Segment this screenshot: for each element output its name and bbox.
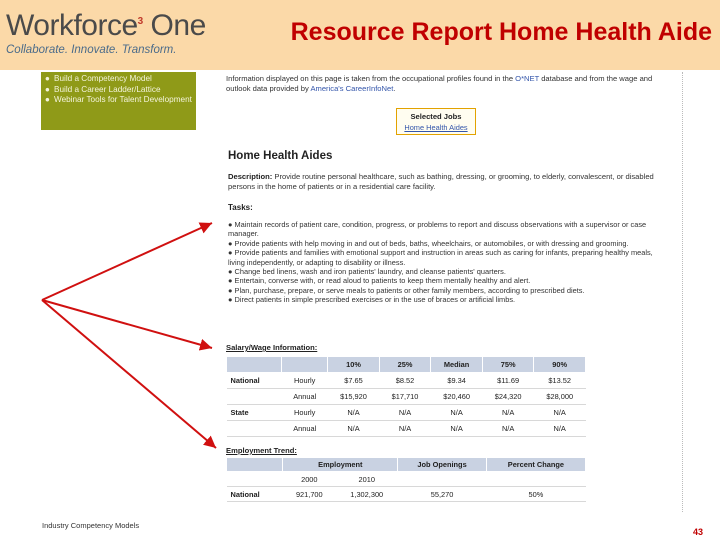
table-cell: $17,710 (379, 389, 431, 405)
table-cell: 50% (486, 487, 585, 502)
table-cell: $9.34 (431, 373, 483, 389)
task-item: ● Provide patients with help moving in and out of beds, baths, wheelchairs, or automobiles, or with dressing and grooming. (228, 238, 629, 248)
table-header: Percent Change (486, 458, 585, 472)
nav-link-competency-model[interactable]: ● Build a Competency Model (45, 74, 152, 83)
table-cell: 2010 (336, 472, 398, 487)
table-row (227, 389, 586, 405)
table-cell: 2000 (283, 472, 336, 487)
intro-text: Information displayed on this page is taken from the occupational profiles found in the O*NET database and from the wage and outlook data provided by America's CareerInfoNet. (226, 74, 653, 93)
table-cell: N/A (328, 421, 380, 437)
table-cell: N/A (534, 405, 586, 421)
task-item: ● Provide patients and families with emotional support and instruction in areas such as caring for infants, preparing healthy meals, living independently, or adapting to disability or illness. (228, 248, 653, 267)
table-header: 25% (379, 357, 431, 373)
page-number: 43 (693, 527, 704, 537)
logo-tagline: Collaborate. Innovate. Transform. (6, 44, 177, 56)
table-cell: Hourly (282, 373, 328, 389)
table-cell: Annual (282, 421, 328, 437)
table-cell: N/A (328, 405, 380, 421)
table-header: Job Openings (398, 458, 487, 472)
task-item: ● Change bed linens, wash and iron patients' laundry, and cleanse patients' quarters. (228, 267, 506, 277)
table-cell: N/A (431, 421, 483, 437)
nav-link-career-ladder[interactable]: ● Build a Career Ladder/Lattice (45, 84, 161, 94)
logo-wordmark: Workforce$^3$ One (6, 9, 206, 42)
workforce3one-logo (6, 6, 206, 64)
tasks-list (228, 220, 660, 305)
table-cell: Hourly (282, 405, 328, 421)
report-panel (220, 72, 682, 512)
table-row (227, 373, 586, 389)
arrow-to-trend (42, 300, 216, 448)
nav-link-webinar-tools[interactable]: ● Webinar Tools for Talent Development (45, 95, 192, 104)
table-cell: $24,320 (482, 389, 534, 405)
table-row (227, 405, 586, 421)
table-header (227, 458, 283, 472)
table-cell: N/A (431, 405, 483, 421)
task-item: ● Maintain records of patient care, condition, progress, or problems to report and discuss observations with a supervisor or case manager. (228, 220, 647, 239)
employment-trend-table (226, 457, 586, 502)
table-cell: 1,302,300 (336, 487, 398, 502)
job-title: Home Health Aides (228, 150, 333, 162)
selected-jobs-box (396, 108, 476, 135)
arrow-to-wages (42, 300, 212, 348)
table-cell: National (227, 373, 282, 389)
arrow-to-tasks (42, 223, 212, 300)
table-header (282, 357, 328, 373)
task-item: ● Direct patients in simple prescribed exercises or in the use of braces or artificial limbs. (228, 295, 516, 305)
table-row (227, 487, 586, 502)
task-item: ● Plan, purchase, prepare, or serve meals to patients or other family members, according to prescribed diets. (228, 285, 585, 295)
careerinfonet-link[interactable]: America's CareerInfoNet (310, 84, 394, 93)
table-cell (227, 472, 283, 487)
table-cell: $11.69 (482, 373, 534, 389)
table-cell: $28,000 (534, 389, 586, 405)
table-cell: $15,920 (328, 389, 380, 405)
table-header: Employment (283, 458, 398, 472)
table-cell: N/A (482, 405, 534, 421)
job-description: Description: Provide routine personal healthcare, such as bathing, dressing, or grooming, to elderly, convalescent, or disabled persons in the home of patients or in a residential care facility. (228, 172, 654, 191)
table-row (227, 421, 586, 437)
table-cell: $8.52 (379, 373, 431, 389)
header-band (0, 0, 720, 70)
table-header: Median (431, 357, 483, 373)
trend-heading: Employment Trend: (226, 446, 297, 455)
table-cell: $13.52 (534, 373, 586, 389)
table-cell (227, 389, 282, 405)
table-cell: $20,460 (431, 389, 483, 405)
selected-job-link[interactable]: Home Health Aides (404, 123, 468, 132)
table-cell: State (227, 405, 282, 421)
table-cell (227, 421, 282, 437)
table-header-row (227, 458, 586, 472)
table-header: 90% (534, 357, 586, 373)
table-cell: N/A (482, 421, 534, 437)
table-cell: N/A (379, 421, 431, 437)
table-cell (398, 472, 487, 487)
wage-table (226, 356, 586, 437)
table-cell: $7.65 (328, 373, 380, 389)
table-cell: N/A (534, 421, 586, 437)
panel-edge (682, 72, 685, 512)
table-cell: 55,270 (398, 487, 487, 502)
tasks-heading: Tasks: (228, 203, 253, 212)
selected-jobs-title: Selected Jobs (410, 112, 462, 121)
onet-link[interactable]: O*NET (515, 74, 540, 83)
resource-links-box (41, 72, 196, 130)
footer-text: Industry Competency Models (42, 521, 140, 530)
page-title: Resource Report Home Health Aide (290, 18, 712, 46)
table-row (227, 472, 586, 487)
table-cell: National (227, 487, 283, 502)
table-cell: 921,700 (283, 487, 336, 502)
table-header (227, 357, 282, 373)
table-header: 10% (328, 357, 380, 373)
table-cell (486, 472, 585, 487)
table-header: 75% (482, 357, 534, 373)
table-header-row (227, 357, 586, 373)
task-item: ● Entertain, converse with, or read aloud to patients to keep them mentally healthy and alert. (228, 276, 531, 286)
wage-heading: Salary/Wage Information: (226, 343, 318, 352)
table-cell: N/A (379, 405, 431, 421)
table-cell: Annual (282, 389, 328, 405)
